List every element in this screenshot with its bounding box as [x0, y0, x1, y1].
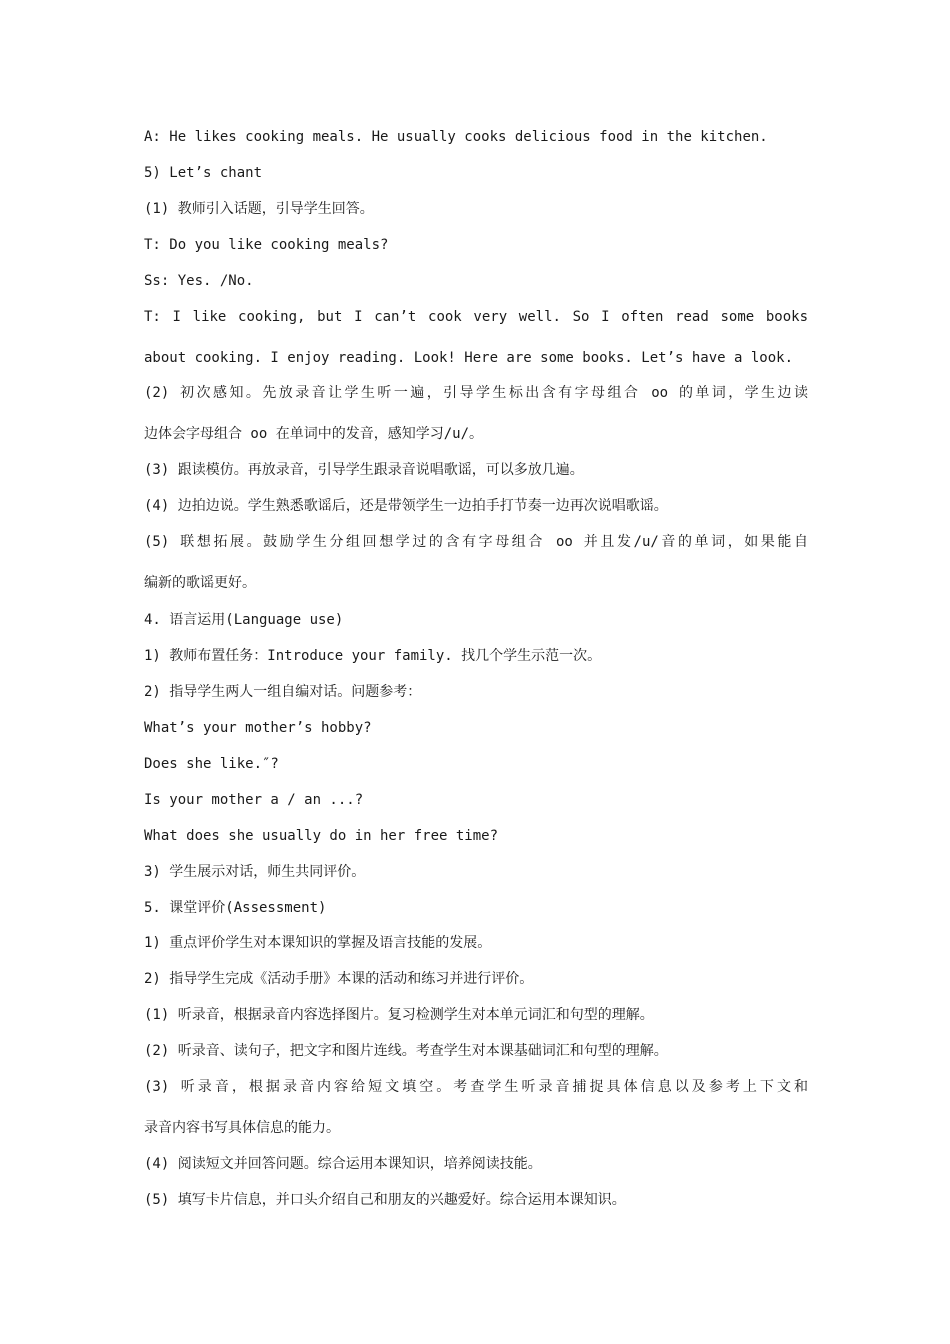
- step-item: 1) 重点评价学生对本课知识的掌握及语言技能的发展。: [144, 935, 492, 951]
- step-item: (1) 听录音，根据录音内容选择图片。复习检测学生对本单元词汇和句型的理解。: [144, 1007, 654, 1023]
- step-item-continued: 录音内容书写具体信息的能力。: [144, 1120, 340, 1136]
- dialogue-line: Ss: Yes. /No.: [144, 273, 254, 289]
- step-item: (5) 填写卡片信息，并口头介绍自己和朋友的兴趣爱好。综合运用本课知识。: [144, 1192, 626, 1208]
- section-heading: 5) Let’s chant: [144, 165, 263, 181]
- step-item: 2) 指导学生两人一组自编对话。问题参考：: [144, 684, 422, 700]
- step-item: 1) 教师布置任务：Introduce your family. 找几个学生示范一次。: [144, 648, 602, 664]
- question-line: Is your mother a / an ...?: [144, 792, 364, 808]
- step-item-continued: 编新的歌谣更好。: [144, 575, 256, 591]
- step-item: 3) 学生展示对话，师生共同评价。: [144, 864, 366, 880]
- step-item-continued: 边体会字母组合 oo 在单词中的发音，感知学习/u/。: [144, 426, 483, 442]
- step-item: (2) 初次感知。先放录音让学生听一遍，引导学生标出含有字母组合 oo 的单词，学生边读: [144, 385, 808, 401]
- step-item: (4) 边拍边说。学生熟悉歌谣后，还是带领学生一边拍手打节奏一边再次说唱歌谣。: [144, 498, 668, 514]
- dialogue-line: T: Do you like cooking meals?: [144, 237, 389, 253]
- section-heading: 5. 课堂评价(Assessment): [144, 900, 327, 916]
- dialogue-line: about cooking. I enjoy reading. Look! Here are some books. Let’s have a look.: [144, 350, 794, 366]
- step-item: 2) 指导学生完成《活动手册》本课的活动和练习并进行评价。: [144, 971, 534, 987]
- question-line: What does she usually do in her free time?: [144, 828, 499, 844]
- step-item: (3) 听录音，根据录音内容给短文填空。考查学生听录音捕捉具体信息以及参考上下文和: [144, 1079, 808, 1095]
- dialogue-line: T: I like cooking, but I can’t cook very well. So I often read some books: [144, 309, 808, 325]
- question-line: Does she like.″?: [144, 756, 279, 772]
- step-item: (3) 跟读模仿。再放录音，引导学生跟录音说唱歌谣，可以多放几遍。: [144, 462, 584, 478]
- question-line: What’s your mother’s hobby?: [144, 720, 372, 736]
- step-item: (5) 联想拓展。鼓励学生分组回想学过的含有字母组合 oo 并且发/u/音的单词，如果能自: [144, 534, 808, 550]
- section-heading: 4. 语言运用(Language use): [144, 612, 344, 628]
- step-item: (2) 听录音、读句子，把文字和图片连线。考查学生对本课基础词汇和句型的理解。: [144, 1043, 668, 1059]
- dialogue-line: A: He likes cooking meals. He usually cooks delicious food in the kitchen.: [144, 129, 768, 145]
- step-item: (1) 教师引入话题，引导学生回答。: [144, 201, 374, 217]
- step-item: (4) 阅读短文并回答问题。综合运用本课知识，培养阅读技能。: [144, 1156, 542, 1172]
